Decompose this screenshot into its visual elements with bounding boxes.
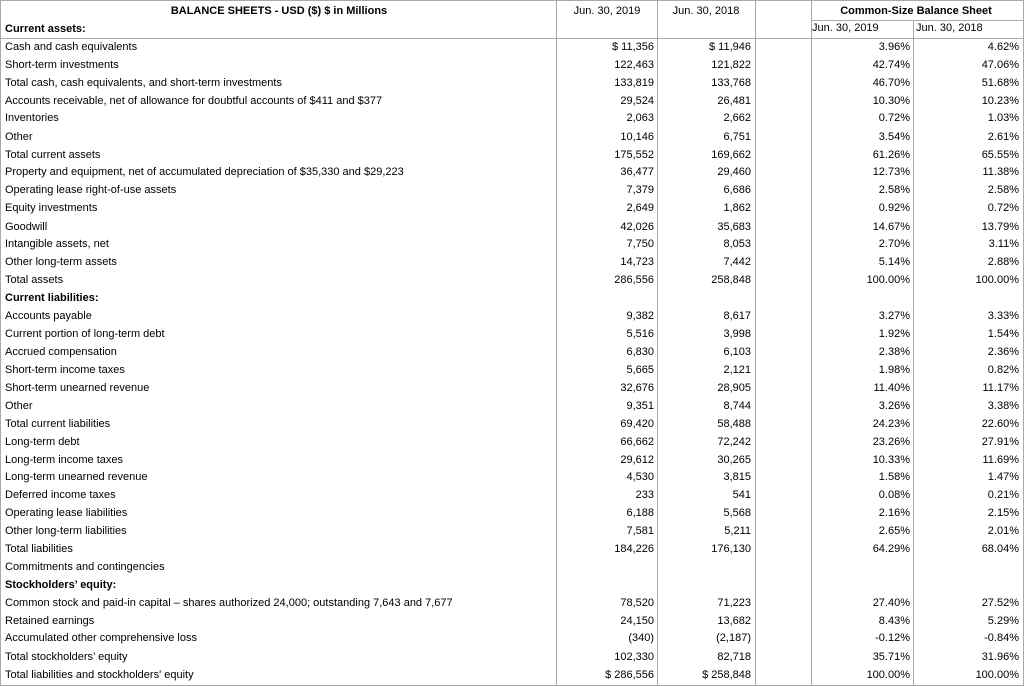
percent-2019: 3.26% bbox=[878, 400, 910, 412]
percent-2018: 2.36% bbox=[987, 346, 1019, 358]
percent-2019: 3.27% bbox=[878, 310, 910, 322]
value-2018 bbox=[660, 290, 751, 307]
row-label: Cash and cash equivalents bbox=[5, 41, 138, 53]
percent-2019: 1.98% bbox=[878, 364, 910, 376]
value-2018: 3,998 bbox=[723, 328, 751, 340]
value-2019: 6,830 bbox=[626, 346, 654, 358]
percent-2018: 100.00% bbox=[975, 669, 1019, 681]
value-2018: 71,223 bbox=[717, 597, 751, 609]
value-2019: 122,463 bbox=[614, 59, 654, 71]
row-label: Current portion of long-term debt bbox=[5, 328, 165, 340]
percent-2018 bbox=[914, 290, 1019, 307]
row-label: Accounts receivable, net of allowance for doubtful accounts of $411 and $377 bbox=[5, 95, 383, 107]
percent-2018: 68.04% bbox=[981, 543, 1019, 555]
value-2018: 3,815 bbox=[723, 471, 751, 483]
row-label: Goodwill bbox=[5, 221, 48, 233]
value-2019: 32,676 bbox=[620, 382, 654, 394]
value-2019: 2,063 bbox=[626, 112, 654, 124]
row-label: Property and equipment, net of accumulated depreciation of $35,330 and $29,223 bbox=[5, 166, 404, 178]
percent-2019: 0.72% bbox=[878, 112, 910, 124]
percent-2019: 100.00% bbox=[866, 274, 910, 286]
percent-2018: 11.38% bbox=[982, 166, 1019, 178]
value-2018 bbox=[660, 577, 751, 594]
percent-2019: -0.12% bbox=[875, 632, 910, 644]
value-2019: 5,665 bbox=[626, 364, 654, 376]
row-label: Total liabilities and stockholders' equity bbox=[5, 669, 194, 681]
value-2018: 541 bbox=[732, 489, 751, 501]
row-label: Other bbox=[5, 400, 33, 412]
percent-2018: 3.38% bbox=[987, 400, 1019, 412]
value-2018: 176,130 bbox=[711, 543, 751, 555]
value-2019 bbox=[560, 21, 654, 38]
row-label: Retained earnings bbox=[5, 615, 95, 627]
row-label: Total current liabilities bbox=[5, 418, 111, 430]
value-2018: 72,242 bbox=[717, 436, 751, 448]
value-2019: 2,649 bbox=[626, 202, 654, 214]
percent-2018: 1.54% bbox=[987, 328, 1019, 340]
common-size-col-2018: Jun. 30, 2018 bbox=[916, 22, 983, 34]
value-2019: 7,750 bbox=[626, 238, 654, 250]
row-label: Other long-term liabilities bbox=[5, 525, 127, 537]
percent-2019: 1.92% bbox=[878, 328, 910, 340]
percent-2019: 1.58% bbox=[878, 471, 910, 483]
percent-2019: 27.40% bbox=[872, 597, 910, 609]
grid-line-left bbox=[0, 0, 1, 686]
percent-2018: 2.61% bbox=[987, 131, 1019, 143]
percent-2019: 2.65% bbox=[878, 525, 910, 537]
value-2018: 5,568 bbox=[723, 507, 751, 519]
percent-2019: 61.26% bbox=[872, 149, 910, 161]
value-2019: 4,530 bbox=[626, 471, 654, 483]
value-2019: 29,524 bbox=[620, 95, 654, 107]
value-2019: 7,581 bbox=[626, 525, 654, 537]
value-2018: $ 11,946 bbox=[708, 41, 751, 53]
percent-2019: 2.70% bbox=[878, 238, 910, 250]
percent-2018: 2.15% bbox=[987, 507, 1019, 519]
row-label: Deferred income taxes bbox=[5, 489, 116, 501]
percent-2018: 2.01% bbox=[987, 525, 1019, 537]
value-2019 bbox=[560, 290, 654, 307]
value-2019 bbox=[560, 559, 654, 576]
value-2019: 78,520 bbox=[620, 597, 654, 609]
value-2019: 233 bbox=[635, 489, 654, 501]
row-label: Total cash, cash equivalents, and short-term investments bbox=[5, 77, 282, 89]
value-2018: 30,265 bbox=[717, 454, 751, 466]
percent-2019: 5.14% bbox=[878, 256, 910, 268]
value-2018: (2,187) bbox=[716, 632, 751, 644]
percent-2019 bbox=[812, 577, 910, 594]
percent-2018: 27.52% bbox=[981, 597, 1019, 609]
percent-2018: 10.23% bbox=[981, 95, 1019, 107]
percent-2018: 2.58% bbox=[987, 184, 1019, 196]
value-2019: 42,026 bbox=[620, 221, 654, 233]
value-2019: 24,150 bbox=[620, 615, 654, 627]
percent-2019 bbox=[812, 21, 910, 38]
value-2019: 175,552 bbox=[614, 149, 654, 161]
value-2018 bbox=[660, 21, 751, 38]
value-2018: 5,211 bbox=[724, 525, 751, 537]
value-2018: 26,481 bbox=[717, 95, 751, 107]
value-2019: 9,382 bbox=[626, 310, 654, 322]
value-2018: 169,662 bbox=[711, 149, 751, 161]
value-2018: 1,862 bbox=[723, 202, 751, 214]
value-2018: $ 258,848 bbox=[702, 669, 751, 681]
row-label: Total current assets bbox=[5, 149, 101, 161]
row-label: Long-term unearned revenue bbox=[5, 471, 148, 483]
row-label: Other long-term assets bbox=[5, 256, 117, 268]
value-2018: 29,460 bbox=[717, 166, 751, 178]
percent-2018: 27.91% bbox=[981, 436, 1019, 448]
percent-2019: 2.16% bbox=[878, 507, 910, 519]
header-col-2019: Jun. 30, 2019 bbox=[573, 5, 641, 17]
percent-2018: 51.68% bbox=[981, 77, 1019, 89]
percent-2019: 23.26% bbox=[872, 436, 910, 448]
value-2019: $ 286,556 bbox=[605, 669, 654, 681]
row-label: Short-term unearned revenue bbox=[5, 382, 150, 394]
row-label: Other bbox=[5, 131, 33, 143]
value-2018: 6,686 bbox=[723, 184, 751, 196]
percent-2018: 3.11% bbox=[988, 238, 1019, 250]
value-2019: 102,330 bbox=[614, 651, 654, 663]
row-label: Long-term income taxes bbox=[5, 454, 123, 466]
percent-2018: -0.84% bbox=[984, 632, 1019, 644]
value-2018: 13,682 bbox=[717, 615, 751, 627]
percent-2019: 10.33% bbox=[872, 454, 910, 466]
percent-2018: 5.29% bbox=[987, 615, 1019, 627]
value-2018: 121,822 bbox=[711, 59, 751, 71]
value-2019: 6,188 bbox=[626, 507, 654, 519]
percent-2019: 0.08% bbox=[878, 489, 910, 501]
percent-2019: 42.74% bbox=[872, 59, 910, 71]
percent-2018 bbox=[914, 21, 1019, 38]
value-2019: 133,819 bbox=[614, 77, 654, 89]
value-2018: 8,053 bbox=[723, 238, 751, 250]
percent-2018: 47.06% bbox=[981, 59, 1019, 71]
percent-2018: 0.21% bbox=[987, 489, 1019, 501]
percent-2018: 0.72% bbox=[987, 202, 1019, 214]
percent-2018: 31.96% bbox=[981, 651, 1019, 663]
value-2018: 35,683 bbox=[717, 221, 751, 233]
header-col-2018: Jun. 30, 2018 bbox=[672, 5, 740, 17]
row-label: Short-term investments bbox=[5, 59, 119, 71]
percent-2018 bbox=[914, 559, 1019, 576]
row-label: Long-term debt bbox=[5, 436, 80, 448]
percent-2018 bbox=[914, 577, 1019, 594]
percent-2019: 2.38% bbox=[878, 346, 910, 358]
percent-2019: 0.92% bbox=[878, 202, 910, 214]
percent-2018: 1.03% bbox=[987, 112, 1019, 124]
percent-2019: 24.23% bbox=[872, 418, 910, 430]
grid-line-2018 bbox=[755, 0, 756, 686]
value-2018: 2,662 bbox=[723, 112, 751, 124]
percent-2019 bbox=[812, 290, 910, 307]
percent-2018: 65.55% bbox=[981, 149, 1019, 161]
value-2019: 69,420 bbox=[620, 418, 654, 430]
value-2019: 10,146 bbox=[620, 131, 654, 143]
percent-2018: 13.79% bbox=[981, 221, 1019, 233]
percent-2019: 14.67% bbox=[872, 221, 910, 233]
value-2019: 29,612 bbox=[620, 454, 654, 466]
row-label: Intangible assets, net bbox=[5, 238, 109, 250]
row-label: Commitments and contingencies bbox=[5, 561, 165, 573]
sheet-title: BALANCE SHEETS - USD ($) $ in Millions bbox=[170, 5, 388, 17]
percent-2019: 8.43% bbox=[878, 615, 910, 627]
grid-line-top bbox=[0, 0, 1024, 1]
percent-2019 bbox=[812, 559, 910, 576]
value-2018: 258,848 bbox=[711, 274, 751, 286]
percent-2018: 3.33% bbox=[987, 310, 1019, 322]
value-2019: 184,226 bbox=[614, 543, 654, 555]
value-2019: 5,516 bbox=[626, 328, 654, 340]
value-2018: 2,121 bbox=[723, 364, 751, 376]
percent-2019: 64.29% bbox=[872, 543, 910, 555]
value-2018: 8,744 bbox=[723, 400, 751, 412]
value-2018: 82,718 bbox=[717, 651, 751, 663]
value-2019: 286,556 bbox=[614, 274, 654, 286]
percent-2019: 3.54% bbox=[878, 131, 910, 143]
row-label: Common stock and paid-in capital – shares authorized 24,000; outstanding 7,643 and 7,677 bbox=[5, 597, 453, 609]
percent-2019: 35.71% bbox=[872, 651, 910, 663]
row-label: Short-term income taxes bbox=[5, 364, 125, 376]
value-2019: 9,351 bbox=[626, 400, 654, 412]
grid-line-labels bbox=[556, 0, 557, 686]
percent-2019: 2.58% bbox=[878, 184, 910, 196]
percent-2018: 4.62% bbox=[987, 41, 1019, 53]
row-label: Current liabilities: bbox=[5, 292, 99, 304]
grid-line-2019 bbox=[657, 0, 658, 686]
percent-2019: 46.70% bbox=[872, 77, 910, 89]
percent-2019: 3.96% bbox=[878, 41, 910, 53]
percent-2019: 11.40% bbox=[873, 382, 910, 394]
value-2019: $ 11,356 bbox=[611, 41, 654, 53]
percent-2018: 11.17% bbox=[982, 382, 1019, 394]
percent-2019: 100.00% bbox=[866, 669, 910, 681]
row-label: Operating lease liabilities bbox=[5, 507, 128, 519]
percent-2018: 0.82% bbox=[987, 364, 1019, 376]
row-label: Accumulated other comprehensive loss bbox=[5, 632, 197, 644]
value-2019: 66,662 bbox=[620, 436, 654, 448]
value-2018 bbox=[660, 559, 751, 576]
percent-2018: 11.69% bbox=[982, 454, 1019, 466]
value-2018: 8,617 bbox=[723, 310, 751, 322]
value-2018: 28,905 bbox=[717, 382, 751, 394]
common-size-col-2019: Jun. 30, 2019 bbox=[812, 22, 879, 34]
value-2018: 7,442 bbox=[723, 256, 751, 268]
value-2019: 7,379 bbox=[626, 184, 654, 196]
row-label: Equity investments bbox=[5, 202, 98, 214]
row-label: Operating lease right-of-use assets bbox=[5, 184, 177, 196]
value-2019: 14,723 bbox=[620, 256, 654, 268]
value-2019: (340) bbox=[628, 632, 654, 644]
percent-2018: 2.88% bbox=[987, 256, 1019, 268]
percent-2018: 100.00% bbox=[975, 274, 1019, 286]
value-2019 bbox=[560, 577, 654, 594]
row-label: Stockholders’ equity: bbox=[5, 579, 117, 591]
row-label: Total stockholders’ equity bbox=[5, 651, 128, 663]
row-label: Accrued compensation bbox=[5, 346, 117, 358]
common-size-title: Common-Size Balance Sheet bbox=[840, 5, 992, 17]
percent-2019: 12.73% bbox=[872, 166, 910, 178]
value-2018: 6,751 bbox=[723, 131, 751, 143]
row-label: Inventories bbox=[5, 112, 59, 124]
value-2019: 36,477 bbox=[620, 166, 654, 178]
value-2018: 6,103 bbox=[723, 346, 751, 358]
value-2018: 58,488 bbox=[717, 418, 751, 430]
row-label: Total liabilities bbox=[5, 543, 73, 555]
value-2018: 133,768 bbox=[711, 77, 751, 89]
percent-2018: 22.60% bbox=[981, 418, 1019, 430]
row-label: Total assets bbox=[5, 274, 64, 286]
row-label: Current assets: bbox=[5, 23, 86, 35]
row-label: Accounts payable bbox=[5, 310, 92, 322]
percent-2018: 1.47% bbox=[987, 471, 1019, 483]
percent-2019: 10.30% bbox=[872, 95, 910, 107]
